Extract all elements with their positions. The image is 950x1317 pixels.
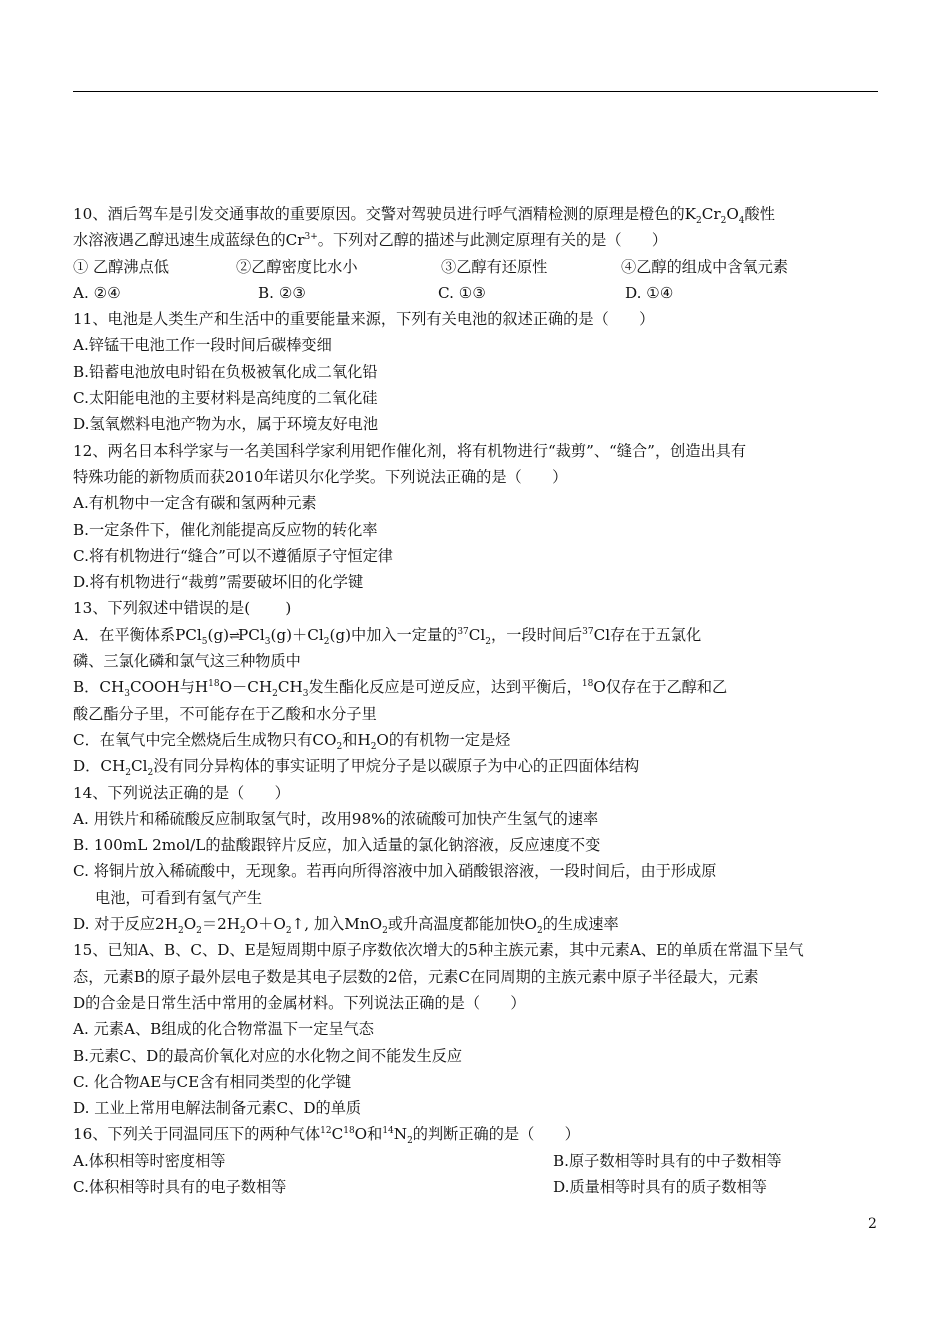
q14-option-c-line2: 电池，可看到有氢气产生 [95, 888, 263, 907]
q13-option-a-line1: A．在平衡体系$PCl_5(g)\rightleftharpoons PCl_3(g)+Cl_2(g)$中加入一定量的$^{37}Cl_2$，一段时间后$^{37}$Cl存在于五氯化 [73, 622, 879, 648]
q15-option-d: D. 工业上常用电解法制备元素C、D的单质 [73, 1099, 362, 1118]
q10-stem-line1: 10、酒后驾车是引发交通事故的重要原因。交警对驾驶员进行呼气酒精检测的原理是橙色的$K_2Cr_2O_4$酸性 [73, 205, 775, 227]
q13-stem: 13、下列叙述中错误的是( ) [73, 599, 292, 618]
q11-option-a: A.锌锰干电池工作一段时间后碳棒变细 [73, 336, 332, 355]
q13-option-c: C．在氧气中完全燃烧后生成物只有$CO_2$和$H_2O$的有机物一定是烃 [73, 730, 511, 752]
q12-option-c: C.将有机物进行“缝合”可以不遵循原子守恒定律 [73, 546, 393, 565]
q11-stem: 11、电池是人类生产和生活中的重要能量来源，下列有关电池的叙述正确的是（ ） [73, 310, 655, 329]
q15-option-b: B.元素C、D的最高价氧化对应的水化物之间不能发生反应 [73, 1046, 463, 1065]
q16-options-row2 [73, 1174, 879, 1200]
q10-items [73, 254, 879, 280]
q10-option-d: D. ①④ [625, 283, 674, 302]
q10-option-a: A. ②④ [73, 283, 121, 302]
q14-stem: 14、下列说法正确的是（ ） [73, 783, 290, 802]
q13-option-d: D．$CH_2Cl_2$没有同分异构体的事实证明了甲烷分子是以碳原子为中心的正四面体结构 [73, 757, 640, 779]
q10-item-1: ① 乙醇沸点低 [73, 257, 169, 276]
q11-option-b: B.铅蓄电池放电时铅在负极被氧化成二氧化铅 [73, 362, 378, 381]
q14-option-c-line1: C. 将铜片放入稀硫酸中，无现象。若再向所得溶液中加入硝酸银溶液，一段时间后，由于形成原 [73, 862, 717, 881]
exam-content [73, 201, 879, 1200]
q10-item-4: ④乙醇的组成中含氧元素 [621, 257, 789, 276]
q16-option-b: B.原子数相等时具有的中子数相等 [553, 1151, 782, 1170]
q10-item-2: ②乙醇密度比水小 [236, 257, 358, 276]
q14-option-a: A. 用铁片和稀硫酸反应制取氢气时，改用98%的浓硫酸可加快产生氢气的速率 [73, 809, 599, 828]
q15-stem-line2: 态，元素B的原子最外层电子数是其电子层数的2倍，元素C在同周期的主族元素中原子半径最大，元素 [73, 967, 759, 986]
q16-stem: 16、下列关于同温同压下的两种气体$^{12}C^{18}O$和$^{14}N_2$的判断正确的是（ ） [73, 1125, 580, 1147]
q14-option-b: B. 100mL 2mol/L的盐酸跟锌片反应，加入适量的氯化钠溶液，反应速度不变 [73, 836, 601, 855]
q16-options-row1 [73, 1148, 879, 1174]
q15-option-a: A. 元素A、B组成的化合物常温下一定呈气态 [73, 1020, 374, 1039]
q16-option-c: C.体积相等时具有的电子数相等 [73, 1177, 287, 1196]
q15-option-c: C. 化合物AE与CE含有相同类型的化学键 [73, 1072, 352, 1091]
q14-option-d: D. 对于反应$2H_2O_2=2H_2O+O_2↑$, 加入MnO$_2$或升高温度都能加快$O_2$的生成速率 [73, 915, 619, 937]
q12-stem-line1: 12、两名日本科学家与一名美国科学家利用钯作催化剂，将有机物进行“裁剪”、“缝合”，创造出具有 [73, 441, 747, 460]
equilibrium-arrow-icon: ⇌ [229, 628, 239, 644]
q11-option-c: C.太阳能电池的主要材料是高纯度的二氧化硅 [73, 389, 378, 408]
q12-option-a: A.有机物中一定含有碳和氢两种元素 [73, 494, 317, 513]
q12-option-d: D.将有机物进行“裁剪”需要破坏旧的化学键 [73, 573, 364, 592]
q15-stem-line3: D的合金是日常生活中常用的金属材料。下列说法正确的是（ ） [73, 993, 526, 1012]
q10-option-c: C. ①③ [438, 283, 486, 302]
q15-stem-line1: 15、已知A、B、C、D、E是短周期中原子序数依次增大的5种主族元素，其中元素A、E的单质在常温下呈气 [73, 941, 804, 960]
q12-stem-line2: 特殊功能的新物质而获2010年诺贝尔化学奖。下列说法正确的是（ ） [73, 467, 568, 486]
q10-options [73, 280, 879, 306]
header-rule [73, 91, 878, 92]
q10-stem-line2: 水溶液遇乙醇迅速生成蓝绿色的$Cr^{3+}$。下列对乙醇的描述与此测定原理有关的是（ ） [73, 231, 668, 250]
q12-option-b: B.一定条件下，催化剂能提高反应物的转化率 [73, 520, 378, 539]
q13-option-a-line2: 磷、三氯化磷和氯气这三种物质中 [73, 652, 301, 671]
page-number: 2 [868, 1216, 877, 1232]
q13-option-b-line1: B．$CH_3COOH$与$H^{18}O-CH_2CH_3$发生酯化反应是可逆反应，达到平衡后，$^{18}$O仅存在于乙醇和乙 [73, 678, 728, 700]
q10-option-b: B. ②③ [258, 283, 307, 302]
q16-option-d: D.质量相等时具有的质子数相等 [553, 1177, 767, 1196]
q11-option-d: D.氢氧燃料电池产物为水，属于环境友好电池 [73, 415, 379, 434]
q13-option-b-line2: 酸乙酯分子里，不可能存在于乙酸和水分子里 [73, 704, 377, 723]
q10-item-3: ③乙醇有还原性 [441, 257, 548, 276]
q16-option-a: A.体积相等时密度相等 [73, 1151, 226, 1170]
